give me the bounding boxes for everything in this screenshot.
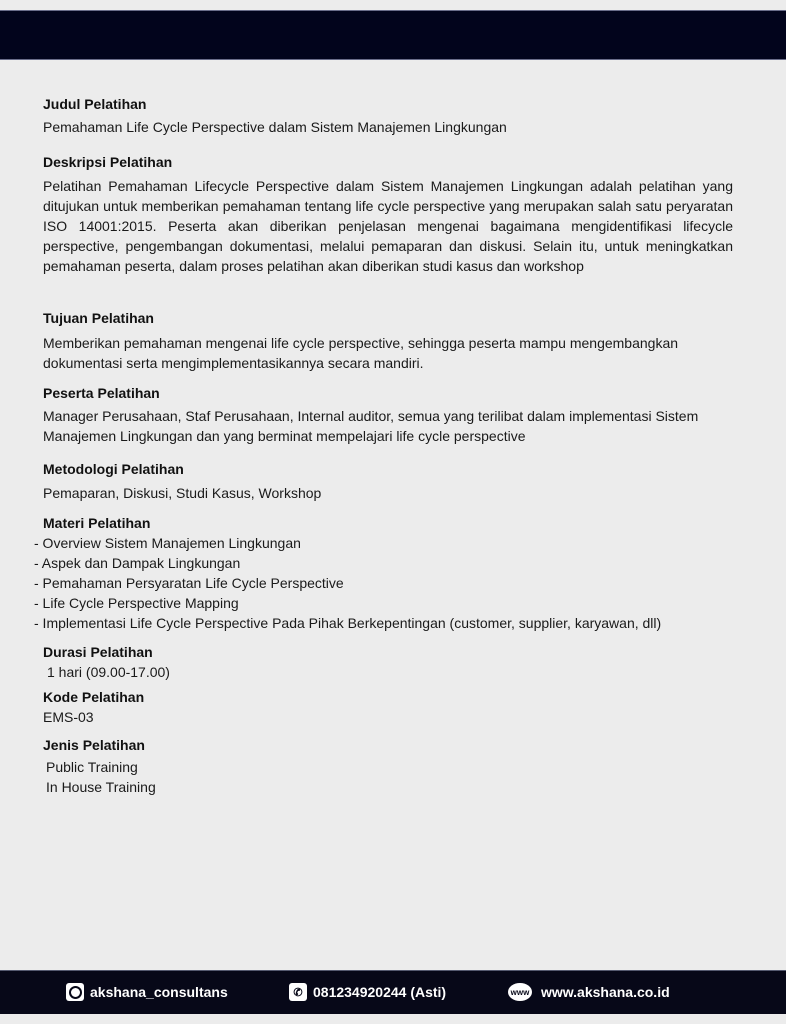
section-jenis bbox=[43, 735, 733, 797]
materi-list bbox=[34, 533, 661, 633]
section-deskripsi bbox=[43, 152, 733, 276]
text-durasi: 1 hari (09.00-17.00) bbox=[47, 664, 170, 680]
section-peserta bbox=[43, 383, 733, 446]
heading-tujuan: Tujuan Pelatihan bbox=[43, 310, 154, 326]
header-band bbox=[0, 10, 786, 60]
heading-kode: Kode Pelatihan bbox=[43, 689, 145, 705]
footer-website bbox=[508, 983, 670, 1001]
text-metodologi: Pemaparan, Diskusi, Studi Kasus, Workshop bbox=[43, 485, 322, 501]
footer-band bbox=[0, 970, 786, 1014]
heading-materi: Materi Pelatihan bbox=[43, 515, 151, 531]
list-item: - Life Cycle Perspective Mapping bbox=[34, 595, 239, 611]
list-item: - Aspek dan Dampak Lingkungan bbox=[34, 555, 241, 571]
instagram-icon bbox=[66, 983, 84, 1001]
footer-instagram bbox=[66, 983, 228, 1001]
website-url: www.akshana.co.id bbox=[541, 984, 670, 1000]
heading-deskripsi: Deskripsi Pelatihan bbox=[43, 154, 173, 170]
list-item: - Implementasi Life Cycle Perspective Pada Pihak Berkepentingan (customer, supplier, karyawan, dll) bbox=[34, 615, 662, 631]
heading-judul: Judul Pelatihan bbox=[43, 96, 147, 112]
heading-durasi: Durasi Pelatihan bbox=[43, 644, 153, 660]
section-tujuan bbox=[43, 308, 733, 373]
list-item: In House Training bbox=[46, 779, 156, 795]
phone-number: 081234920244 (Asti) bbox=[313, 984, 447, 1000]
text-tujuan: Memberikan pemahaman mengenai life cycle perspective, sehingga peserta mampu mengembangkan dokumentasi serta mengimplementasikannya secara mandiri. bbox=[43, 335, 679, 371]
heading-jenis: Jenis Pelatihan bbox=[43, 737, 145, 753]
list-item: - Pemahaman Persyaratan Life Cycle Perspective bbox=[34, 575, 344, 591]
text-judul: Pemahaman Life Cycle Perspective dalam Sistem Manajemen Lingkungan bbox=[43, 119, 507, 135]
phone-icon: ✆ bbox=[289, 983, 307, 1001]
text-deskripsi: Pelatihan Pemahaman Lifecycle Perspective dalam Sistem Manajemen Lingkungan adalah pelatihan yang ditujukan untuk memberikan pemahaman tentang life cycle perspective yang merupakan salah satu peryaratan ISO 14001:2015. Peserta akan diberikan penjelasan mengenai bagaimana mengidentifikasi lifecycle perspective, pengembangan dokumentasi, melalui pemaparan dan diskusi. Selain itu, untuk meningkatkan pemahaman peserta, dalam proses pelatihan akan diberikan studi kasus dan workshop bbox=[43, 178, 733, 274]
section-judul bbox=[43, 94, 733, 137]
list-item: Public Training bbox=[46, 759, 138, 775]
instagram-handle: akshana_consultans bbox=[90, 984, 228, 1000]
heading-peserta: Peserta Pelatihan bbox=[43, 385, 160, 401]
section-durasi bbox=[43, 642, 733, 682]
globe-www-icon: www bbox=[508, 983, 532, 1001]
text-kode: EMS-03 bbox=[43, 709, 94, 725]
section-metodologi bbox=[43, 459, 733, 503]
section-materi bbox=[43, 513, 733, 533]
list-item: - Overview Sistem Manajemen Lingkungan bbox=[34, 535, 301, 551]
heading-metodologi: Metodologi Pelatihan bbox=[43, 461, 184, 477]
section-kode bbox=[43, 687, 733, 727]
footer-phone bbox=[289, 983, 446, 1001]
text-peserta: Manager Perusahaan, Staf Perusahaan, Internal auditor, semua yang terilibat dalam implementasi Sistem Manajemen Lingkungan dan yang berminat mempelajari life cycle perspective bbox=[43, 408, 699, 444]
